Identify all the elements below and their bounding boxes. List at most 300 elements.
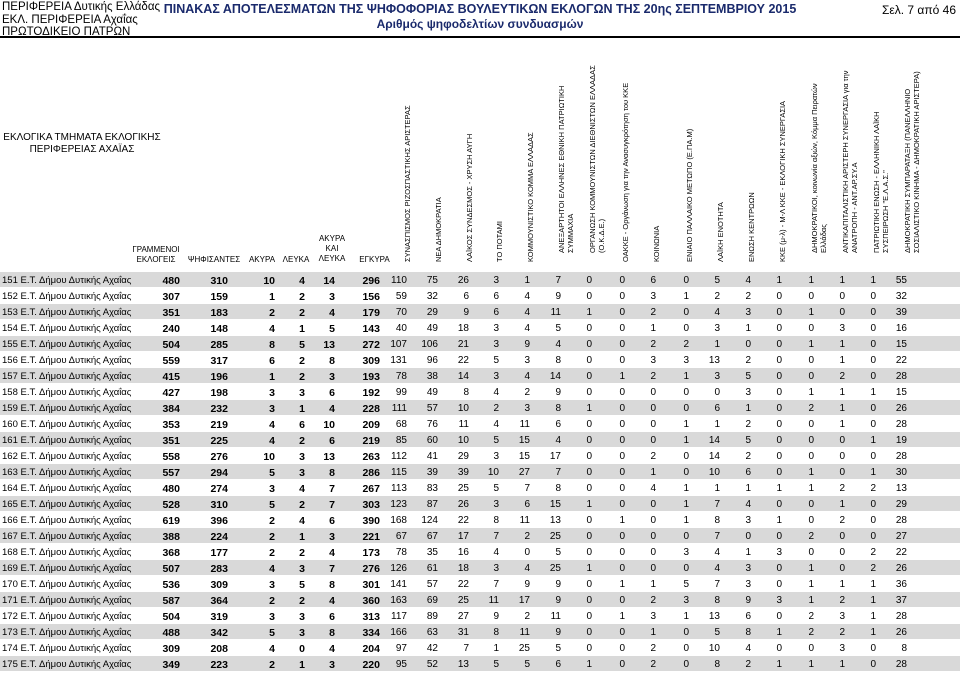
party-vote-cell: 0 (870, 419, 876, 430)
summary-cell: 221 (362, 531, 380, 543)
party-vote-cell: 8 (493, 515, 499, 526)
party-vote-cell: 0 (586, 467, 592, 478)
invalid-header: ΑΚΥΡΑ (248, 255, 276, 264)
party-vote-cell: 5 (524, 659, 530, 670)
party-vote-cell: 1 (745, 403, 751, 414)
party-vote-cell: 40 (395, 323, 407, 334)
party-vote-cell: 1 (839, 403, 845, 414)
party-vote-cell: 3 (745, 563, 751, 574)
party-vote-cell: 0 (776, 339, 782, 350)
party-vote-cell: 0 (619, 547, 625, 558)
party-vote-cell: 39 (426, 467, 438, 478)
party-vote-cell: 1 (808, 579, 814, 590)
party-vote-cell: 10 (457, 403, 469, 414)
summary-cell: 1 (299, 659, 305, 671)
summary-cell: 220 (362, 659, 380, 671)
party-vote-cell: 38 (426, 371, 438, 382)
party-vote-cell: 13 (708, 355, 720, 366)
summary-cell: 313 (362, 611, 380, 623)
party-vote-cell: 0 (776, 323, 782, 334)
party-vote-cell: 123 (390, 499, 407, 510)
party-vote-cell: 1 (839, 659, 845, 670)
table-row (0, 288, 960, 303)
summary-cell: 3 (299, 627, 305, 639)
summary-cell: 5 (269, 467, 275, 479)
party-column-header (671, 62, 701, 272)
party-vote-cell: 5 (745, 371, 751, 382)
party-vote-cell: 0 (586, 323, 592, 334)
party-vote-cell: 4 (524, 371, 530, 382)
summary-cell: 5 (329, 323, 335, 335)
party-vote-cell: 0 (870, 307, 876, 318)
table-row (0, 448, 960, 463)
summary-cell: 528 (162, 499, 180, 511)
party-vote-cell: 89 (426, 611, 438, 622)
party-vote-cell: 49 (426, 323, 438, 334)
party-vote-cell: 1 (650, 467, 656, 478)
polling-station-label: 161 Ε.Τ. Δήμου Δυτικής Αχαΐας (2, 435, 132, 446)
party-column-header (858, 62, 888, 272)
party-vote-cell: 1 (745, 483, 751, 494)
party-vote-cell: 4 (714, 547, 720, 558)
party-vote-cell: 28 (895, 515, 907, 526)
summary-cell: 6 (329, 515, 335, 527)
party-vote-cell: 0 (776, 579, 782, 590)
summary-cell: 0 (299, 643, 305, 655)
party-vote-cell: 6 (463, 291, 469, 302)
party-vote-cell: 1 (683, 611, 689, 622)
party-vote-cell: 3 (683, 595, 689, 606)
summary-cell: 6 (329, 387, 335, 399)
party-vote-cell: 28 (895, 659, 907, 670)
summary-cell: 309 (210, 579, 228, 591)
party-vote-cell: 68 (395, 419, 407, 430)
party-vote-cell: 85 (395, 435, 407, 446)
party-vote-cell: 4 (493, 547, 499, 558)
polling-station-label: 156 Ε.Τ. Δήμου Δυτικής Αχαΐας (2, 355, 132, 366)
report-title: ΠΙΝΑΚΑΣ ΑΠΟΤΕΛΕΣΜΑΤΩΝ ΤΗΣ ΨΗΦΟΦΟΡΙΑΣ ΒΟΥΛΕΥΤΙΚΩΝ ΕΚΛΟΓΩΝ ΤΗΣ 20ης ΣΕΠΤΕΜΒΡΙΟΥ 2015 (163, 2, 797, 16)
summary-cell: 3 (299, 611, 305, 623)
party-vote-cell: 14 (457, 371, 469, 382)
header-divider (0, 36, 960, 38)
party-vote-cell: 1 (586, 499, 592, 510)
summary-cell: 4 (329, 547, 335, 559)
party-vote-cell: 4 (714, 563, 720, 574)
party-vote-cell: 3 (493, 371, 499, 382)
party-name: ΑΝΕΞΑΡΤΗΤΟΙ ΕΛΛΗΝΕΣ ΕΘΝΙΚΗ ΠΑΤΡΙΩΤΙΚΗ ΣΥΜΜΑΧΙΑ (557, 85, 575, 253)
summary-cell: 536 (162, 579, 180, 591)
party-vote-cell: 6 (555, 419, 561, 430)
party-vote-cell: 1 (683, 499, 689, 510)
party-vote-cell: 61 (426, 563, 438, 574)
party-vote-cell: 22 (895, 355, 907, 366)
party-vote-cell: 1 (745, 547, 751, 558)
summary-cell: 285 (210, 339, 228, 351)
party-vote-cell: 0 (870, 403, 876, 414)
party-vote-cell: 0 (619, 323, 625, 334)
party-vote-cell: 7 (555, 275, 561, 286)
party-vote-cell: 5 (493, 483, 499, 494)
party-vote-cell: 3 (493, 451, 499, 462)
party-vote-cell: 22 (895, 547, 907, 558)
party-vote-cell: 0 (650, 403, 656, 414)
summary-cell: 6 (329, 435, 335, 447)
summary-cell: 274 (210, 483, 228, 495)
party-vote-cell: 16 (895, 323, 907, 334)
table-row (0, 512, 960, 527)
summary-cell: 193 (362, 371, 380, 383)
party-vote-cell: 2 (839, 595, 845, 606)
table-row (0, 640, 960, 655)
summary-cell: 183 (210, 307, 228, 319)
party-vote-cell: 0 (839, 451, 845, 462)
blank-header: ΛΕΥΚΑ (282, 255, 310, 264)
party-vote-cell: 2 (808, 531, 814, 542)
party-vote-cell: 1 (745, 323, 751, 334)
party-vote-cell: 166 (390, 627, 407, 638)
party-vote-cell: 0 (619, 291, 625, 302)
party-vote-cell: 29 (426, 307, 438, 318)
party-vote-cell: 15 (895, 387, 907, 398)
party-vote-cell: 76 (426, 419, 438, 430)
summary-cell: 148 (210, 323, 228, 335)
party-vote-cell: 0 (776, 291, 782, 302)
party-vote-cell: 3 (493, 339, 499, 350)
party-vote-cell: 0 (586, 595, 592, 606)
summary-cell: 179 (362, 307, 380, 319)
summary-cell: 360 (362, 595, 380, 607)
table-row (0, 576, 960, 591)
party-vote-cell: 4 (714, 307, 720, 318)
party-vote-cell: 0 (683, 275, 689, 286)
party-vote-cell: 9 (524, 339, 530, 350)
party-vote-cell: 2 (745, 419, 751, 430)
party-vote-cell: 11 (458, 419, 469, 430)
party-vote-cell: 21 (457, 339, 469, 350)
party-vote-cell: 0 (870, 339, 876, 350)
party-column-header (574, 62, 604, 272)
party-vote-cell: 6 (650, 275, 656, 286)
party-vote-cell: 27 (518, 467, 530, 478)
party-vote-cell: 2 (808, 611, 814, 622)
table-row (0, 304, 960, 319)
party-vote-cell: 1 (870, 435, 876, 446)
party-vote-cell: 2 (650, 307, 656, 318)
party-name: ΛΑΪΚΗ ΕΝΟΤΗΤΑ (716, 201, 725, 262)
party-name: ΣΥΝΑΣΠΙΣΜΟΣ ΡΙΖΟΣΠΑΣΤΙΚΗΣ ΑΡΙΣΤΕΡΑΣ (403, 104, 412, 262)
party-vote-cell: 11 (488, 595, 499, 606)
summary-cell: 4 (299, 483, 305, 495)
party-vote-cell: 8 (714, 595, 720, 606)
party-name: ΑΝΤΙΚΑΠΙΤΑΛΙΣΤΙΚΗ ΑΡΙΣΤΕΡΗ ΣΥΝΕΡΓΑΣΙΑ για την ΑΝΑΤΡΟΠΗ - ΑΝΤ.ΑΡ.ΣΥ.Α (841, 70, 859, 253)
table-row (0, 624, 960, 639)
party-vote-cell: 1 (808, 339, 814, 350)
party-vote-cell: 1 (870, 595, 876, 606)
party-vote-cell: 9 (493, 611, 499, 622)
party-vote-cell: 0 (524, 547, 530, 558)
party-vote-cell: 4 (745, 499, 751, 510)
party-vote-cell: 3 (524, 403, 530, 414)
party-vote-cell: 1 (714, 483, 720, 494)
table-row (0, 560, 960, 575)
party-vote-cell: 0 (808, 515, 814, 526)
party-vote-cell: 163 (390, 595, 407, 606)
party-vote-cell: 3 (493, 499, 499, 510)
party-vote-cell: 6 (745, 467, 751, 478)
summary-cell: 8 (329, 467, 335, 479)
summary-cell: 3 (269, 403, 275, 415)
party-vote-cell: 3 (493, 563, 499, 574)
party-vote-cell: 28 (895, 611, 907, 622)
party-vote-cell: 2 (839, 371, 845, 382)
party-vote-cell: 0 (776, 307, 782, 318)
summary-cell: 310 (210, 275, 228, 287)
party-vote-cell: 0 (683, 531, 689, 542)
party-vote-cell: 19 (895, 435, 907, 446)
party-vote-cell: 4 (745, 643, 751, 654)
party-vote-cell: 3 (839, 323, 845, 334)
summary-cell: 364 (210, 595, 228, 607)
party-vote-cell: 0 (776, 371, 782, 382)
summary-cell: 4 (269, 419, 275, 431)
party-vote-cell: 69 (426, 595, 438, 606)
party-vote-cell: 25 (457, 483, 469, 494)
party-vote-cell: 7 (493, 579, 499, 590)
summary-cell: 559 (162, 355, 180, 367)
party-vote-cell: 3 (650, 355, 656, 366)
party-vote-cell: 0 (619, 339, 625, 350)
party-vote-cell: 36 (895, 579, 907, 590)
party-vote-cell: 0 (619, 403, 625, 414)
party-vote-cell: 25 (549, 563, 561, 574)
report-title-block (0, 2, 960, 31)
party-vote-cell: 107 (390, 339, 407, 350)
party-vote-cell: 4 (745, 275, 751, 286)
party-name: ΕΝΩΣΗ ΚΕΝΤΡΩΩΝ (747, 191, 756, 262)
party-vote-cell: 0 (776, 435, 782, 446)
party-vote-cell: 0 (870, 323, 876, 334)
party-vote-cell: 1 (650, 579, 656, 590)
party-vote-cell: 1 (839, 499, 845, 510)
party-vote-cell: 13 (708, 611, 720, 622)
party-vote-cell: 106 (421, 339, 438, 350)
party-vote-cell: 0 (586, 531, 592, 542)
party-vote-cell: 55 (895, 275, 907, 286)
party-vote-cell: 168 (390, 515, 407, 526)
party-vote-cell: 0 (586, 643, 592, 654)
summary-cell: 219 (210, 419, 228, 431)
table-row (0, 416, 960, 431)
summary-cell: 3 (269, 387, 275, 399)
summary-cell: 415 (162, 371, 180, 383)
party-vote-cell: 126 (390, 563, 407, 574)
party-vote-cell: 49 (426, 387, 438, 398)
polling-station-label: 172 Ε.Τ. Δήμου Δυτικής Αχαΐας (2, 611, 132, 622)
page-indicator: Σελ. 7 από 46 (881, 3, 956, 17)
party-vote-cell: 3 (839, 643, 845, 654)
polling-station-label: 175 Ε.Τ. Δήμου Δυτικής Αχαΐας (2, 659, 132, 670)
summary-cell: 196 (210, 371, 228, 383)
party-vote-cell: 9 (745, 595, 751, 606)
party-vote-cell: 0 (586, 435, 592, 446)
polling-station-label: 157 Ε.Τ. Δήμου Δυτικής Αχαΐας (2, 371, 132, 382)
party-column-header (827, 62, 857, 272)
summary-cell: 368 (162, 547, 180, 559)
party-vote-cell: 1 (586, 563, 592, 574)
party-vote-cell: 3 (714, 371, 720, 382)
party-vote-cell: 7 (493, 531, 499, 542)
table-row (0, 352, 960, 367)
party-vote-cell: 32 (426, 291, 438, 302)
party-vote-cell: 0 (683, 563, 689, 574)
party-vote-cell: 0 (586, 419, 592, 430)
party-vote-cell: 15 (518, 451, 530, 462)
party-vote-cell: 1 (714, 419, 720, 430)
party-vote-cell: 1 (839, 339, 845, 350)
party-vote-cell: 4 (524, 291, 530, 302)
party-vote-cell: 2 (808, 627, 814, 638)
party-vote-cell: 5 (555, 643, 561, 654)
polling-station-label: 152 Ε.Τ. Δήμου Δυτικής Αχαΐας (2, 291, 132, 302)
party-vote-cell: 0 (683, 307, 689, 318)
party-vote-cell: 0 (586, 339, 592, 350)
party-vote-cell: 11 (550, 307, 561, 318)
party-column-header (420, 62, 450, 272)
party-vote-cell: 1 (586, 307, 592, 318)
summary-cell: 4 (329, 307, 335, 319)
summary-cell: 10 (263, 451, 275, 463)
summary-cell: 3 (269, 483, 275, 495)
summary-cell: 303 (362, 499, 380, 511)
party-column-header (389, 62, 419, 272)
registered-header: ΓΡΑΜΜΕΝΟΙ ΕΚΛΟΓΕΙΣ (132, 245, 180, 264)
party-vote-cell: 1 (493, 643, 499, 654)
summary-cell: 3 (299, 563, 305, 575)
summary-cell: 173 (362, 547, 380, 559)
summary-cell: 2 (299, 435, 305, 447)
summary-cell: 2 (269, 307, 275, 319)
party-column-header (796, 62, 826, 272)
summary-cell: 2 (299, 547, 305, 559)
table-row (0, 272, 960, 287)
summary-cell: 4 (329, 643, 335, 655)
party-vote-cell: 15 (518, 435, 530, 446)
party-vote-cell: 3 (714, 323, 720, 334)
party-vote-cell: 0 (745, 339, 751, 350)
party-vote-cell: 0 (839, 467, 845, 478)
summary-cell: 3 (269, 579, 275, 591)
summary-cell: 342 (210, 627, 228, 639)
summary-cell: 3 (299, 387, 305, 399)
party-vote-cell: 0 (776, 499, 782, 510)
party-vote-cell: 1 (839, 419, 845, 430)
party-vote-cell: 1 (870, 611, 876, 622)
polling-station-label: 174 Ε.Τ. Δήμου Δυτικής Αχαΐας (2, 643, 132, 654)
party-vote-cell: 0 (683, 323, 689, 334)
party-vote-cell: 22 (457, 515, 469, 526)
party-vote-cell: 0 (839, 307, 845, 318)
summary-cell: 1 (269, 291, 275, 303)
summary-cell: 353 (162, 419, 180, 431)
party-vote-cell: 1 (870, 387, 876, 398)
party-vote-cell: 59 (395, 291, 407, 302)
party-column-header (702, 62, 732, 272)
party-vote-cell: 124 (421, 515, 438, 526)
party-vote-cell: 0 (839, 531, 845, 542)
party-vote-cell: 1 (683, 371, 689, 382)
party-vote-cell: 0 (650, 531, 656, 542)
party-vote-cell: 0 (586, 515, 592, 526)
summary-cell: 224 (210, 531, 228, 543)
party-vote-cell: 0 (776, 451, 782, 462)
party-vote-cell: 97 (395, 643, 407, 654)
summary-cell: 310 (210, 499, 228, 511)
polling-station-label: 160 Ε.Τ. Δήμου Δυτικής Αχαΐας (2, 419, 132, 430)
party-vote-cell: 0 (586, 627, 592, 638)
party-vote-cell: 26 (457, 499, 469, 510)
party-vote-cell: 2 (870, 563, 876, 574)
table-row (0, 656, 960, 671)
party-vote-cell: 2 (839, 515, 845, 526)
polling-station-label: 163 Ε.Τ. Δήμου Δυτικής Αχαΐας (2, 467, 132, 478)
party-vote-cell: 0 (586, 387, 592, 398)
party-vote-cell: 5 (493, 355, 499, 366)
party-vote-cell: 9 (555, 595, 561, 606)
table-row (0, 384, 960, 399)
party-vote-cell: 2 (745, 659, 751, 670)
summary-cell: 319 (210, 611, 228, 623)
party-name: ΚΟΜΜΟΥΝΙΣΤΙΚΟ ΚΟΜΜΑ ΕΛΛΑΔΑΣ (526, 131, 535, 262)
party-vote-cell: 1 (808, 563, 814, 574)
party-name: ΛΑΪΚΟΣ ΣΥΝΔΕΣΜΟΣ - ΧΡΥΣΗ ΑΥΓΗ (465, 133, 474, 262)
party-name: ΔΗΜΟΚΡΑΤΙΚΗ ΣΥΜΠΑΡΑΤΑΞΗ (ΠΑΝΕΛΛΗΝΙΟ ΣΟΣΙΑΛΙΣΤΙΚΟ ΚΙΝΗΜΑ - ΔΗΜΟΚΡΑΤΙΚΗ ΑΡΙΣΤΕΡΑ) (903, 71, 921, 253)
party-vote-cell: 0 (650, 547, 656, 558)
party-name: ΠΑΤΡΙΩΤΙΚΗ ΕΝΩΣΗ - ΕΛΛΗΝΙΚΗ ΛΑΪΚΗ ΣΥΣΠΕΙΡΩΣΗ "Ε.Λ.Α.Σ." (872, 111, 890, 253)
summary-cell: 3 (329, 371, 335, 383)
summary-cell: 13 (323, 339, 335, 351)
polling-station-label: 164 Ε.Τ. Δήμου Δυτικής Αχαΐας (2, 483, 132, 494)
table-row (0, 528, 960, 543)
party-vote-cell: 11 (519, 627, 530, 638)
party-vote-cell: 0 (586, 355, 592, 366)
party-vote-cell: 6 (745, 611, 751, 622)
party-vote-cell: 17 (518, 595, 530, 606)
party-vote-cell: 7 (524, 483, 530, 494)
party-vote-cell: 0 (870, 451, 876, 462)
summary-cell: 2 (299, 595, 305, 607)
summary-cell: 7 (329, 499, 335, 511)
party-vote-cell: 0 (870, 371, 876, 382)
party-vote-cell: 0 (683, 659, 689, 670)
party-vote-cell: 17 (549, 451, 561, 462)
summary-cell: 5 (269, 499, 275, 511)
party-vote-cell: 117 (391, 611, 407, 622)
summary-cell: 228 (362, 403, 380, 415)
party-vote-cell: 9 (555, 627, 561, 638)
summary-cell: 6 (269, 355, 275, 367)
table-row (0, 336, 960, 351)
party-name: ΚΚΕ (μ-λ) - Μ-Λ ΚΚΕ - ΕΚΛΟΓΙΚΗ ΣΥΝΕΡΓΑΣΙΑ (778, 100, 787, 262)
summary-cell: 504 (162, 611, 180, 623)
party-vote-cell: 0 (776, 611, 782, 622)
invalid-blank-header: ΑΚΥΡΑ ΚΑΙ ΛΕΥΚΑ (318, 234, 346, 263)
summary-cell: 396 (210, 515, 228, 527)
party-vote-cell: 1 (683, 483, 689, 494)
summary-cell: 3 (329, 291, 335, 303)
party-vote-cell: 3 (683, 547, 689, 558)
summary-cell: 507 (162, 563, 180, 575)
summary-cell: 2 (269, 531, 275, 543)
